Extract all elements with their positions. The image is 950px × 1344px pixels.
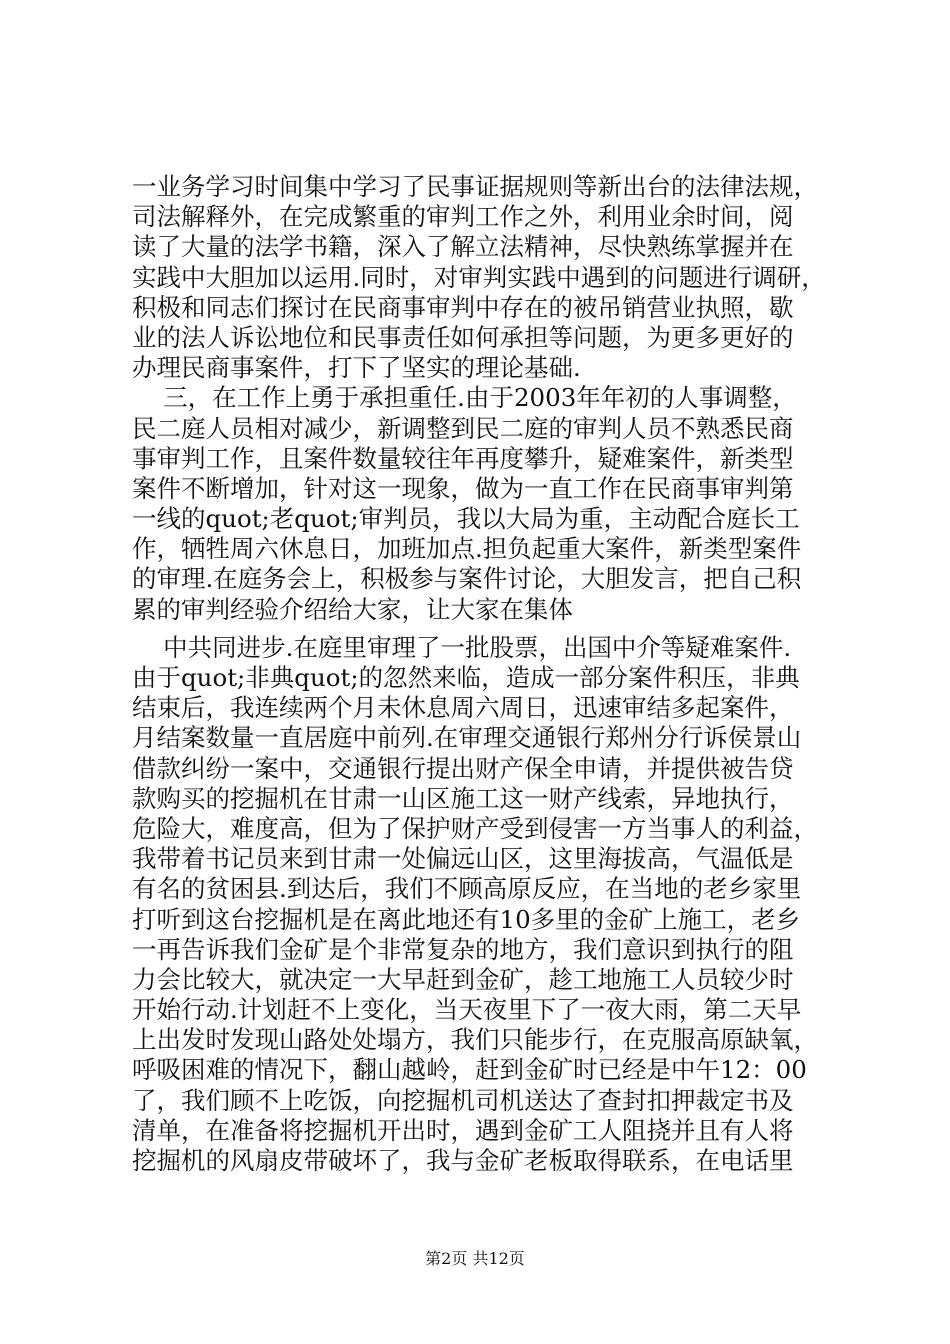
text-line: 上出发时发现山路处处塌方，我们只能步行，在克服高原缺氧， [132,1025,818,1055]
text-line: 事审判工作，且案件数量较往年再度攀升，疑难案件，新类型 [132,443,794,473]
text-line: 力会比较大，就决定一大早赶到金矿，趁工地施工人员较少时 [132,964,794,994]
text-line: 办理民商事案件，打下了坚实的理论基础. [132,353,581,383]
text-line: 作，牺牲周六休息日，加班加点.担负起重大案件，新类型案件 [132,534,802,564]
text-line: 读了大量的法学书籍，深入了解立法精神，尽快熟练掌握并在 [132,232,794,262]
text-line: 打听到这台挖掘机是在离此地还有10多里的金矿上施工，老乡 [132,904,801,934]
text-line: 挖掘机的风扇皮带破坏了，我与金矿老板取得联系，在电话里 [132,1146,794,1175]
text-line: 开始行动.计划赶不上变化，当天夜里下了一夜大雨，第二天早 [132,995,802,1025]
text-line: 由于quot;非典quot;的忽然来临，造成一部分案件积压，非典 [132,663,800,692]
text-line: 一业务学习时间集中学习了民事证据规则等新出台的法律法规， [132,172,818,201]
paragraph-block-1 [132,172,838,625]
page-number-footer: 第2页 共12页 [425,1249,525,1268]
text-line: 我带着书记员来到甘肃一处偏远山区，这里海拔高，气温低是 [132,844,794,874]
document-body [132,172,838,1176]
text-line: 款购买的挖掘机在甘肃一山区施工这一财产线索，异地执行， [132,783,794,813]
text-line: 清单，在准备将挖掘机开出时，遇到金矿工人阻挠并且有人将 [132,1115,794,1145]
text-line: 结束后，我连续两个月未休息周六周日，迅速审结多起案件， [132,693,794,723]
text-line: 的审理.在庭务会上，积极参与案件讨论，大胆发言，把自己积 [132,564,802,594]
text-line: 积极和同志们探讨在民商事审判中存在的被吊销营业执照，歇 [132,292,794,322]
text-line: 民二庭人员相对减少，新调整到民二庭的审判人员不熟悉民商 [132,413,794,443]
text-line: 三，在工作上勇于承担重任.由于2003年年初的人事调整， [132,383,797,413]
text-line: 中共同进步.在庭里审理了一批股票，出国中介等疑难案件. [132,632,792,662]
text-line: 借款纠纷一案中，交通银行提出财产保全申请，并提供被告贷 [132,753,794,783]
text-line: 了，我们顾不上吃饭，向挖掘机司机送达了查封扣押裁定书及 [132,1085,794,1115]
paragraph-gap [132,625,838,633]
text-line: 一再告诉我们金矿是个非常复杂的地方，我们意识到执行的阻 [132,934,794,964]
text-line: 呼吸困难的情况下，翻山越岭，赶到金矿时已经是中午12：00 [132,1055,807,1085]
text-line: 实践中大胆加以运用.同时，对审判实践中遇到的问题进行调研， [132,262,826,292]
text-line: 案件不断增加，针对这一现象，做为一直工作在民商事审判第 [132,473,794,503]
text-line: 累的审判经验介绍给大家，让大家在集体 [132,594,573,624]
text-line: 危险大，难度高，但为了保护财产受到侵害一方当事人的利益， [132,813,818,843]
text-line: 司法解释外，在完成繁重的审判工作之外，利用业余时间，阅 [132,202,794,232]
text-line: 有名的贫困县.到达后，我们不顾高原反应，在当地的老乡家里 [132,874,802,904]
text-line: 业的法人诉讼地位和民事责任如何承担等问题，为更多更好的 [132,322,794,352]
text-line: 月结案数量一直居庭中前列.在审理交通银行郑州分行诉侯景山 [132,723,802,753]
paragraph-block-2 [132,633,838,1176]
text-line: 一线的quot;老quot;审判员，我以大局为重，主动配合庭长工 [132,504,800,534]
